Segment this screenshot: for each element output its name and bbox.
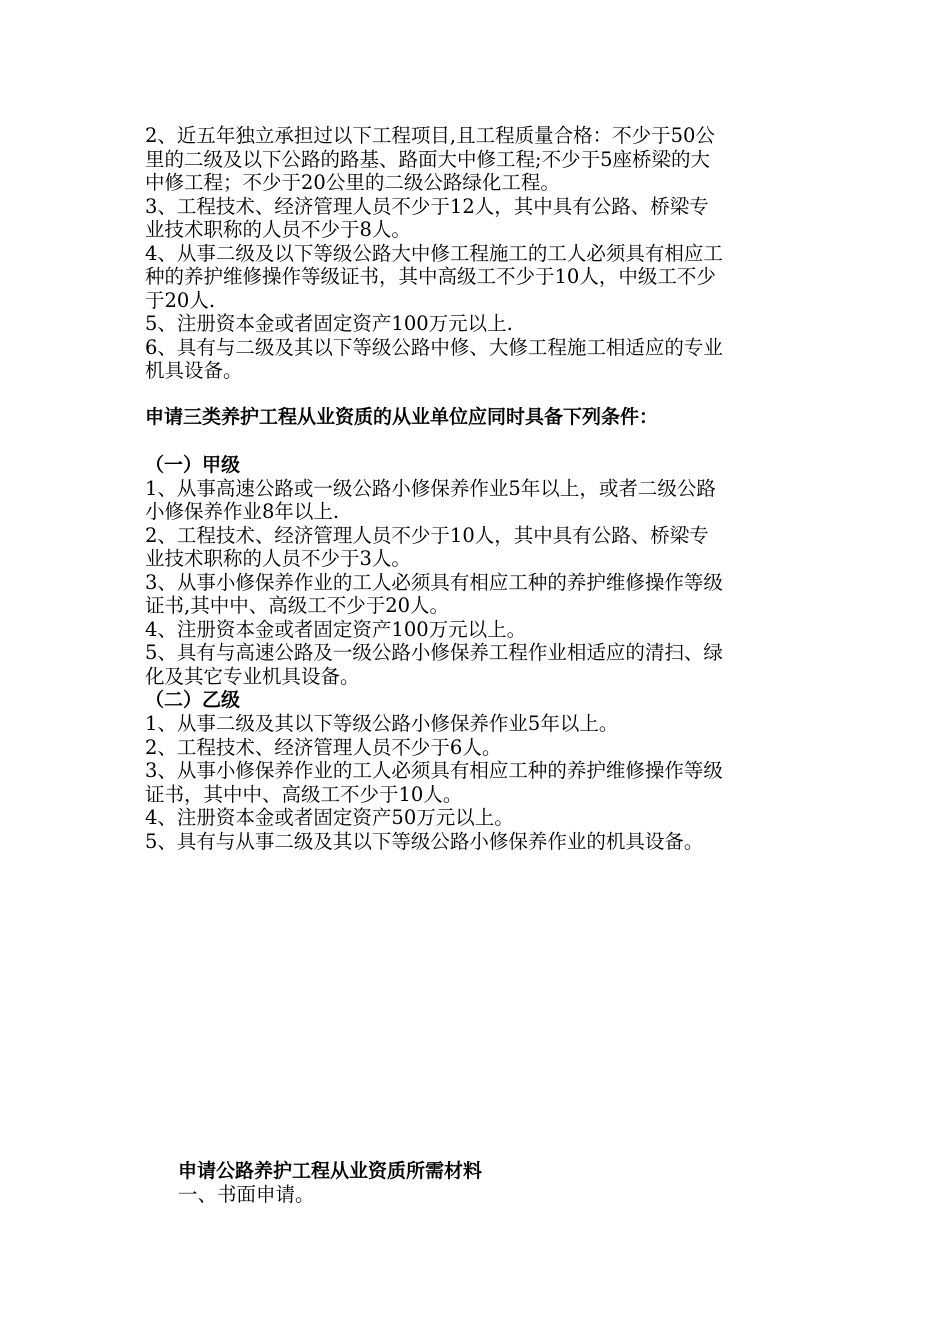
paragraph-line: 证书，其中中、高级工不少于10人。 [145,782,463,806]
paragraph-line: 3、从事小修保养作业的工人必须具有相应工种的养护维修操作等级 [145,759,723,782]
paragraph-line: 业技术职称的人员不少于8人。 [145,218,411,241]
paragraph-line: 中修工程；不少于20公里的二级公路绿化工程。 [145,171,560,194]
section-requirements-continued [145,124,815,383]
paragraph-line: 证书,其中中、高级工不少于20人。 [145,594,450,617]
paragraph-line: 6、具有与二级及其以下等级公路中修、大修工程施工相适应的专业 [145,335,723,359]
materials-item: 一、书面申请。 [178,1183,315,1206]
paragraph-line: 于20人. [145,288,216,312]
materials-heading: 申请公路养护工程从业资质所需材料 [178,1160,483,1182]
paragraph-line: 1、从事高速公路或一级公路小修保养作业5年以上，或者二级公路 [145,476,716,500]
paragraph-line: 4、从事二级及以下等级公路大中修工程施工的工人必须具有相应工 [145,241,723,265]
paragraph-line: 5、具有与高速公路及一级公路小修保养工程作业相适应的清扫、绿 [145,641,723,664]
paragraph-line: 业技术职称的人员不少于3人。 [145,547,411,570]
paragraph-line: 5、具有与从事二级及其以下等级公路小修保养作业的机具设备。 [145,829,704,853]
paragraph-line: 2、工程技术、经济管理人员不少于10人，其中具有公路、桥梁专 [145,523,709,547]
paragraph-line: 4、注册资本金或者固定资产50万元以上。 [145,806,514,829]
paragraph-line: 小修保养作业8年以上. [145,500,340,523]
paragraph-line: 5、注册资本金或者固定资产100万元以上. [145,312,513,335]
materials-section [178,1159,482,1207]
paragraph-line: 1、从事二级及其以下等级公路小修保养作业5年以上。 [145,712,619,735]
paragraph-line: 种的养护维修操作等级证书，其中高级工不少于10人，中级工不少 [145,265,716,288]
paragraph-line: 3、工程技术、经济管理人员不少于12人，其中具有公路、桥梁专 [145,194,709,218]
paragraph-line: 4、注册资本金或者固定资产100万元以上。 [145,617,527,641]
grade-b-block [145,688,815,853]
paragraph-line: 3、从事小修保养作业的工人必须具有相应工种的养护维修操作等级 [145,570,723,594]
document-body [145,124,815,853]
paragraph-line: 2、工程技术、经济管理人员不少于6人。 [145,735,502,759]
grade-a-block [145,453,815,689]
paragraph-line: 化及其它专业机具设备。 [145,664,360,688]
paragraph-line: 里的二级及以下公路的路基、路面大中修工程;不少于5座桥梁的大 [145,147,710,171]
section-heading: 申请三类养护工程从业资质的从业单位应同时具备下列条件： [145,405,659,428]
grade-b-title: （二）乙级 [145,689,241,711]
paragraph-line: 机具设备。 [145,359,243,382]
paragraph-line: 2、近五年独立承担过以下工程项目,且工程质量合格：不少于50公 [145,124,715,147]
grade-a-title: （一）甲级 [145,453,241,476]
